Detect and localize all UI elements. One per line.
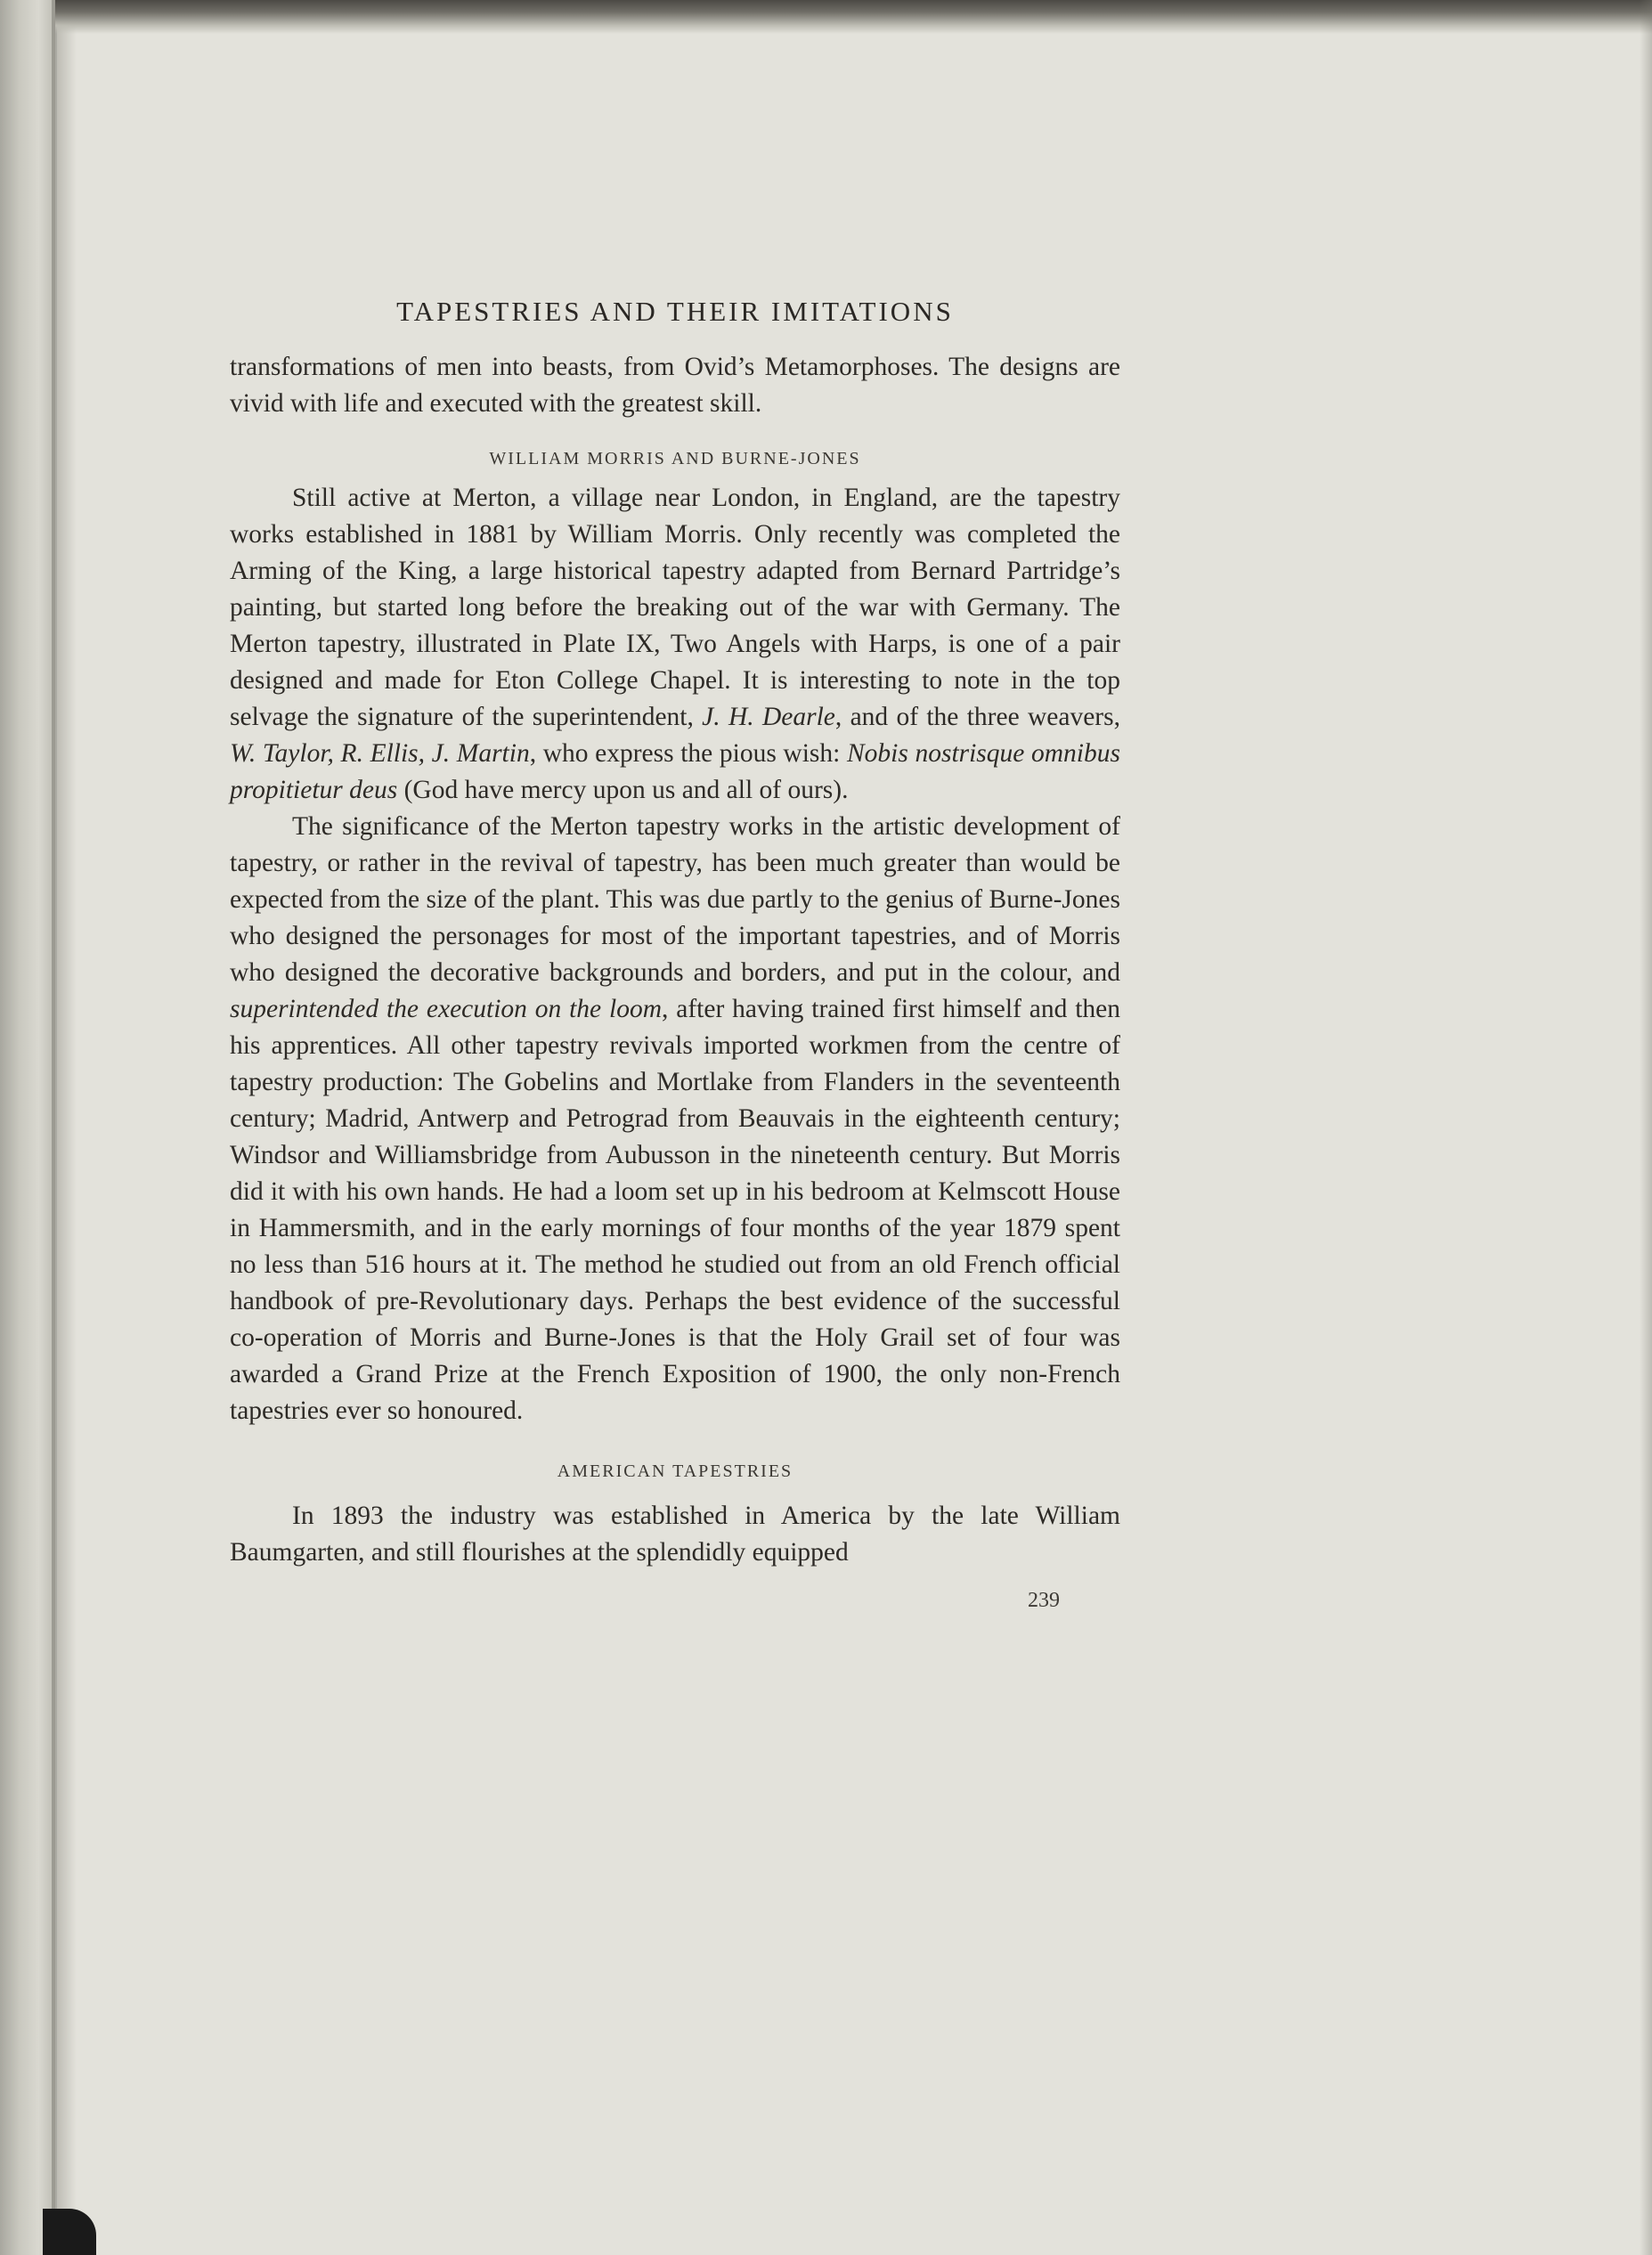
book-page-edges xyxy=(0,0,55,2255)
text-run: , who express the pious wish: xyxy=(529,739,847,768)
text-run: Still active at Merton, a village near London, in England, are the tapestry works established in 1881 by William Morris. Only recently was completed the Arming of the King, a large historical tapestry adapted from Bernard Partridge’s painting, but started long before the breaking out of the war with Germany. The Merton tapestry, illustrated in Plate IX, Two Angels with Harps, is one of a pair designed and made for Eton College Chapel. It is interesting to note in the top selvage the signature of the superintendent, xyxy=(230,484,1120,731)
italic-run: J. H. Dearle xyxy=(702,703,835,731)
text-run: , and of the three weavers, xyxy=(834,703,1120,731)
gutter-shadow xyxy=(57,0,77,2255)
text-run: The significance of the Merton tapestry works in the artistic development of tapestry, or rather in the revival of tapestry, has been much greater than would be expected from the size of the plant. This was due partly to the genius of Burne-Jones who designed the personages for most of the important tapestries, and of Morris who designed the decorative backgrounds and borders, and put in the colour, and xyxy=(230,812,1120,987)
paragraph-significance xyxy=(230,809,1120,1429)
italic-run: Nobis nostrisque omnibus propitietur deus xyxy=(230,739,1120,804)
right-page-edge xyxy=(1640,0,1652,2255)
running-head: TAPESTRIES AND THEIR IMITATIONS xyxy=(396,296,954,327)
paragraph-american: In 1893 the industry was established in America by the late William Baumgarten, and still flourishes at the splendidly equipped xyxy=(230,1502,1120,1567)
text-block xyxy=(230,287,1120,1613)
top-page-edge xyxy=(55,0,1652,34)
text-run: (God have mercy upon us and all of ours). xyxy=(397,776,849,804)
section-heading-american: AMERICAN TAPESTRIES xyxy=(557,1461,793,1481)
paragraph-merton xyxy=(230,480,1120,809)
corner-shadow xyxy=(43,2209,96,2255)
paragraph-continuation: transformations of men into beasts, from Ovid’s Metamorphoses. The designs are vivid with life and executed with the greatest skill. xyxy=(230,353,1120,418)
page-number: 239 xyxy=(1028,1589,1060,1612)
text-run: , after having trained first himself and then his apprentices. All other tapestry revivals imported workmen from the centre of tapestry production: The Gobelins and Mortlake from Flanders in the seventeenth century; Madrid, Antwerp and Petrograd from Beauvais in the eighteenth century; Windsor and Williamsbridge from Aubusson in the nineteenth century. But Morris did it with his own hands. He had a loom set up in his bedroom at Kelmscott House in Hammersmith, and in the early mornings of four months of the year 1879 spent no less than 516 hours at it. The method he studied out from an old French official handbook of pre-Revolutionary days. Perhaps the best evidence of the successful co-operation of Morris and Burne-Jones is that the Holy Grail set of four was awarded a Grand Prize at the French Exposition of 1900, the only non-French tapestries ever so honoured. xyxy=(230,995,1120,1425)
italic-run: superintended the execution on the loom xyxy=(230,995,663,1023)
italic-run: W. Taylor, R. Ellis, J. Martin xyxy=(230,739,530,768)
section-heading-morris: WILLIAM MORRIS AND BURNE-JONES xyxy=(489,449,861,468)
